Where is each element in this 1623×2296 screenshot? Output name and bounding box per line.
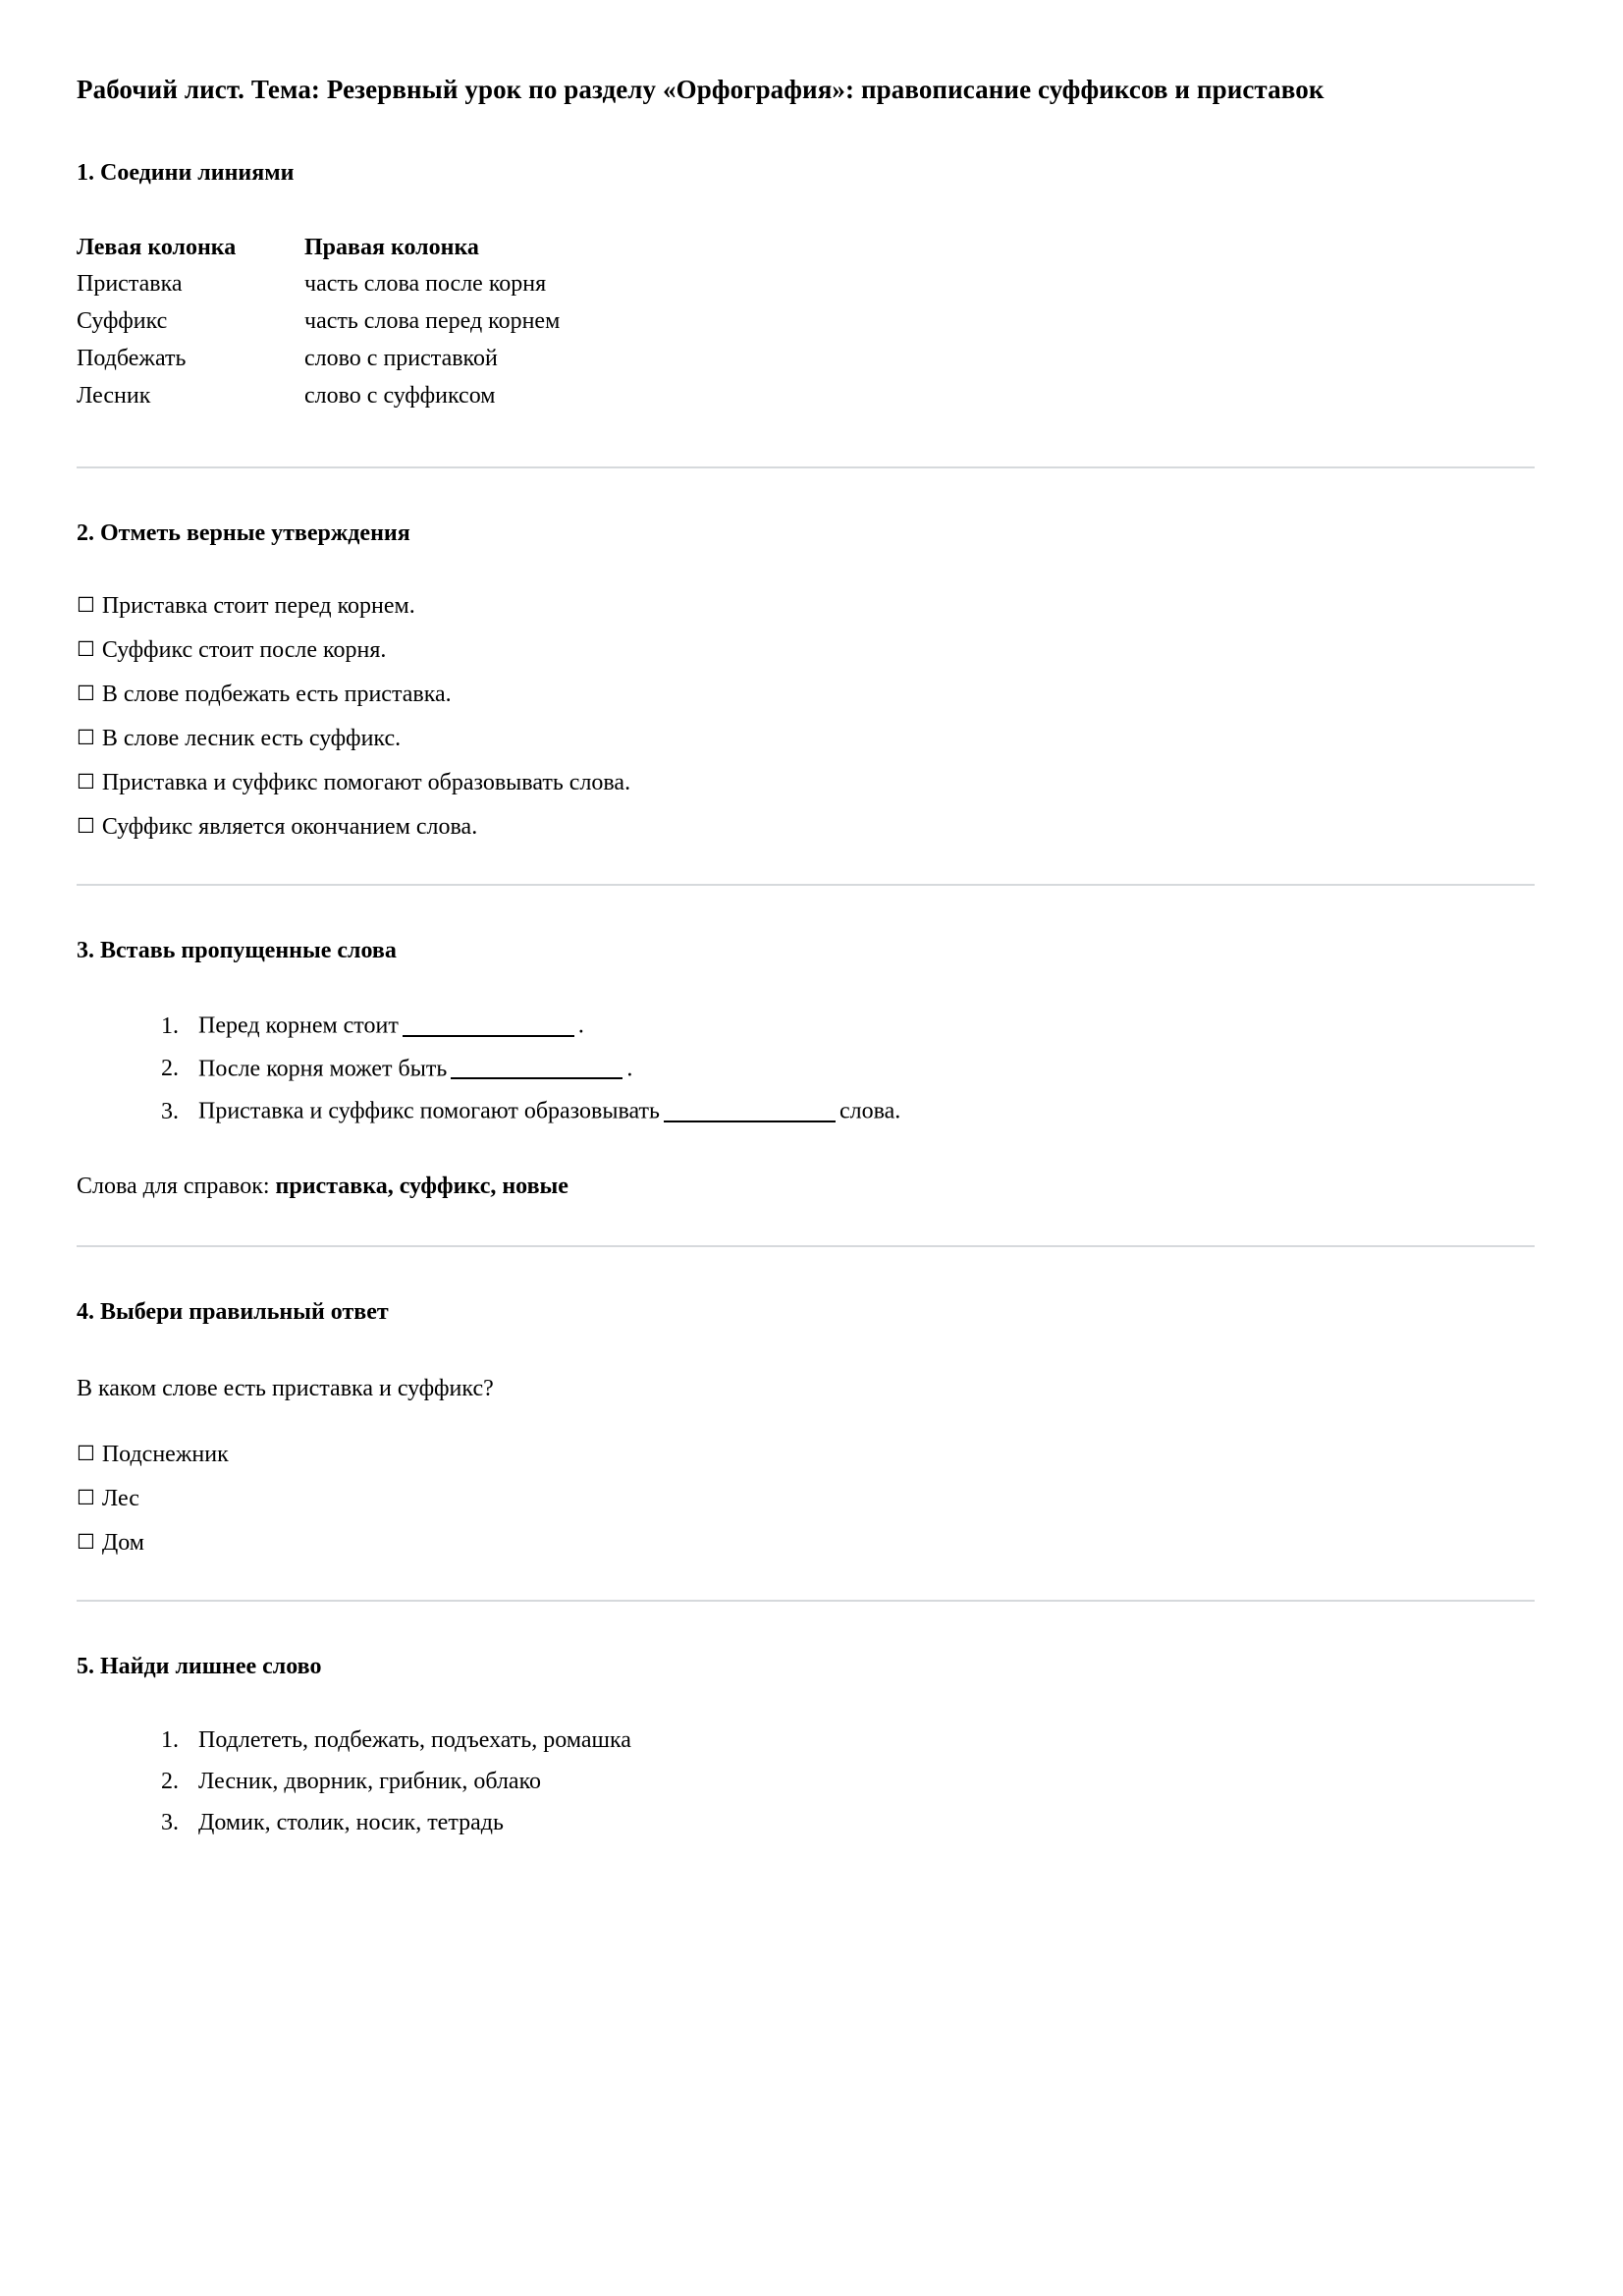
right-definition[interactable]: слово с приставкой — [304, 345, 498, 371]
sentence-before-blank: Приставка и суффикс помогают образовывать — [198, 1098, 660, 1124]
table-row — [77, 384, 933, 421]
table-header-row — [77, 236, 933, 272]
task-5-section — [77, 1651, 1535, 1835]
statement-label: В слове подбежать есть приставка. — [101, 681, 452, 707]
left-term[interactable]: Лесник — [77, 382, 151, 409]
checkbox-row[interactable] — [77, 1443, 1535, 1466]
section-divider — [77, 884, 1535, 886]
checkbox-row[interactable] — [77, 727, 1535, 750]
table-row — [77, 347, 933, 384]
checkbox-row[interactable] — [77, 683, 1535, 706]
section-divider — [77, 1245, 1535, 1247]
right-definition[interactable]: часть слова перед корнем — [304, 307, 561, 334]
checkbox-row[interactable] — [77, 771, 1535, 794]
checkbox-row[interactable] — [77, 1531, 1535, 1555]
match-columns-table — [77, 236, 933, 421]
sentence-before-blank: Перед корнем стоит — [198, 1012, 399, 1039]
list-item — [185, 1098, 1535, 1122]
task-2-section — [77, 518, 1535, 886]
checkbox-icon[interactable]: ☐ — [77, 636, 95, 661]
right-definition[interactable]: часть слова после корня — [304, 270, 547, 297]
right-column-header: Правая колонка — [304, 234, 479, 260]
task-3-section — [77, 935, 1535, 1248]
sentence-after-blank: слова. — [839, 1098, 901, 1124]
left-column-header: Левая колонка — [77, 234, 237, 260]
sentence-before-blank: После корня может быть — [198, 1056, 448, 1082]
task-3-heading: 3. Вставь пропущенные слова — [77, 937, 397, 963]
list-item[interactable]: 3. Домик, столик, носик, тетрадь — [185, 1811, 1535, 1834]
option-label: Лес — [101, 1485, 139, 1511]
task-4-section — [77, 1296, 1535, 1601]
checkbox-icon[interactable]: ☐ — [77, 1441, 95, 1465]
task-1-heading: 1. Соедини линиями — [77, 160, 295, 187]
task-3-fill-list — [77, 1012, 1535, 1122]
task-5-word-list — [77, 1728, 1535, 1834]
checkbox-row[interactable] — [77, 815, 1535, 839]
table-row — [77, 309, 933, 347]
checkbox-row[interactable] — [77, 638, 1535, 662]
table-row — [77, 272, 933, 309]
statement-label: Приставка стоит перед корнем. — [101, 592, 415, 619]
checkbox-row[interactable] — [77, 1487, 1535, 1510]
option-label: Дом — [101, 1529, 144, 1556]
blank-field[interactable] — [664, 1098, 836, 1122]
option-label: Подснежник — [101, 1441, 229, 1467]
sentence-after-blank: . — [626, 1056, 633, 1082]
checkbox-icon[interactable]: ☐ — [77, 681, 95, 705]
list-item — [185, 1056, 1535, 1080]
sentence-after-blank: . — [577, 1012, 584, 1039]
list-item[interactable]: 1. Подлететь, подбежать, подъехать, ромашка — [185, 1728, 1535, 1752]
task-1-section — [77, 157, 1535, 468]
list-item[interactable]: 2. Лесник, дворник, грибник, облако — [185, 1770, 1535, 1793]
checkbox-icon[interactable]: ☐ — [77, 1485, 95, 1509]
reference-words-label: Слова для справок: — [77, 1173, 270, 1199]
statement-label: Приставка и суффикс помогают образовывать слова. — [101, 769, 631, 795]
checkbox-row[interactable] — [77, 594, 1535, 618]
page-title: Рабочий лист. Тема: Резервный урок по разделу «Орфография»: правописание суффиксов и приставок — [77, 75, 1325, 104]
checkbox-icon[interactable]: ☐ — [77, 813, 95, 838]
statement-label: В слове лесник есть суффикс. — [101, 725, 402, 751]
task-4-heading: 4. Выбери правильный ответ — [77, 1299, 389, 1326]
checkbox-icon[interactable]: ☐ — [77, 1529, 95, 1554]
task-4-option-list — [77, 1443, 1535, 1555]
statement-label: Суффикс является окончанием слова. — [101, 813, 478, 840]
task-2-heading: 2. Отметь верные утверждения — [77, 519, 410, 546]
checkbox-icon[interactable]: ☐ — [77, 725, 95, 749]
right-definition[interactable]: слово с суффиксом — [304, 382, 496, 409]
reference-words-line — [77, 1173, 1535, 1201]
left-term[interactable]: Приставка — [77, 270, 183, 297]
checkbox-icon[interactable]: ☐ — [77, 769, 95, 793]
blank-field[interactable] — [451, 1056, 622, 1080]
reference-words-value: приставка, суффикс, новые — [275, 1173, 568, 1199]
left-term[interactable]: Подбежать — [77, 345, 187, 371]
section-divider — [77, 1600, 1535, 1602]
blank-field[interactable] — [403, 1012, 574, 1037]
checkbox-icon[interactable]: ☐ — [77, 592, 95, 617]
statement-label: Суффикс стоит после корня. — [101, 636, 387, 663]
section-divider — [77, 466, 1535, 468]
task-2-statement-list — [77, 594, 1535, 839]
task-5-heading: 5. Найди лишнее слово — [77, 1653, 322, 1679]
list-item — [185, 1012, 1535, 1037]
task-4-question: В каком слове есть приставка и суффикс? — [77, 1375, 494, 1401]
left-term[interactable]: Суффикс — [77, 307, 168, 334]
